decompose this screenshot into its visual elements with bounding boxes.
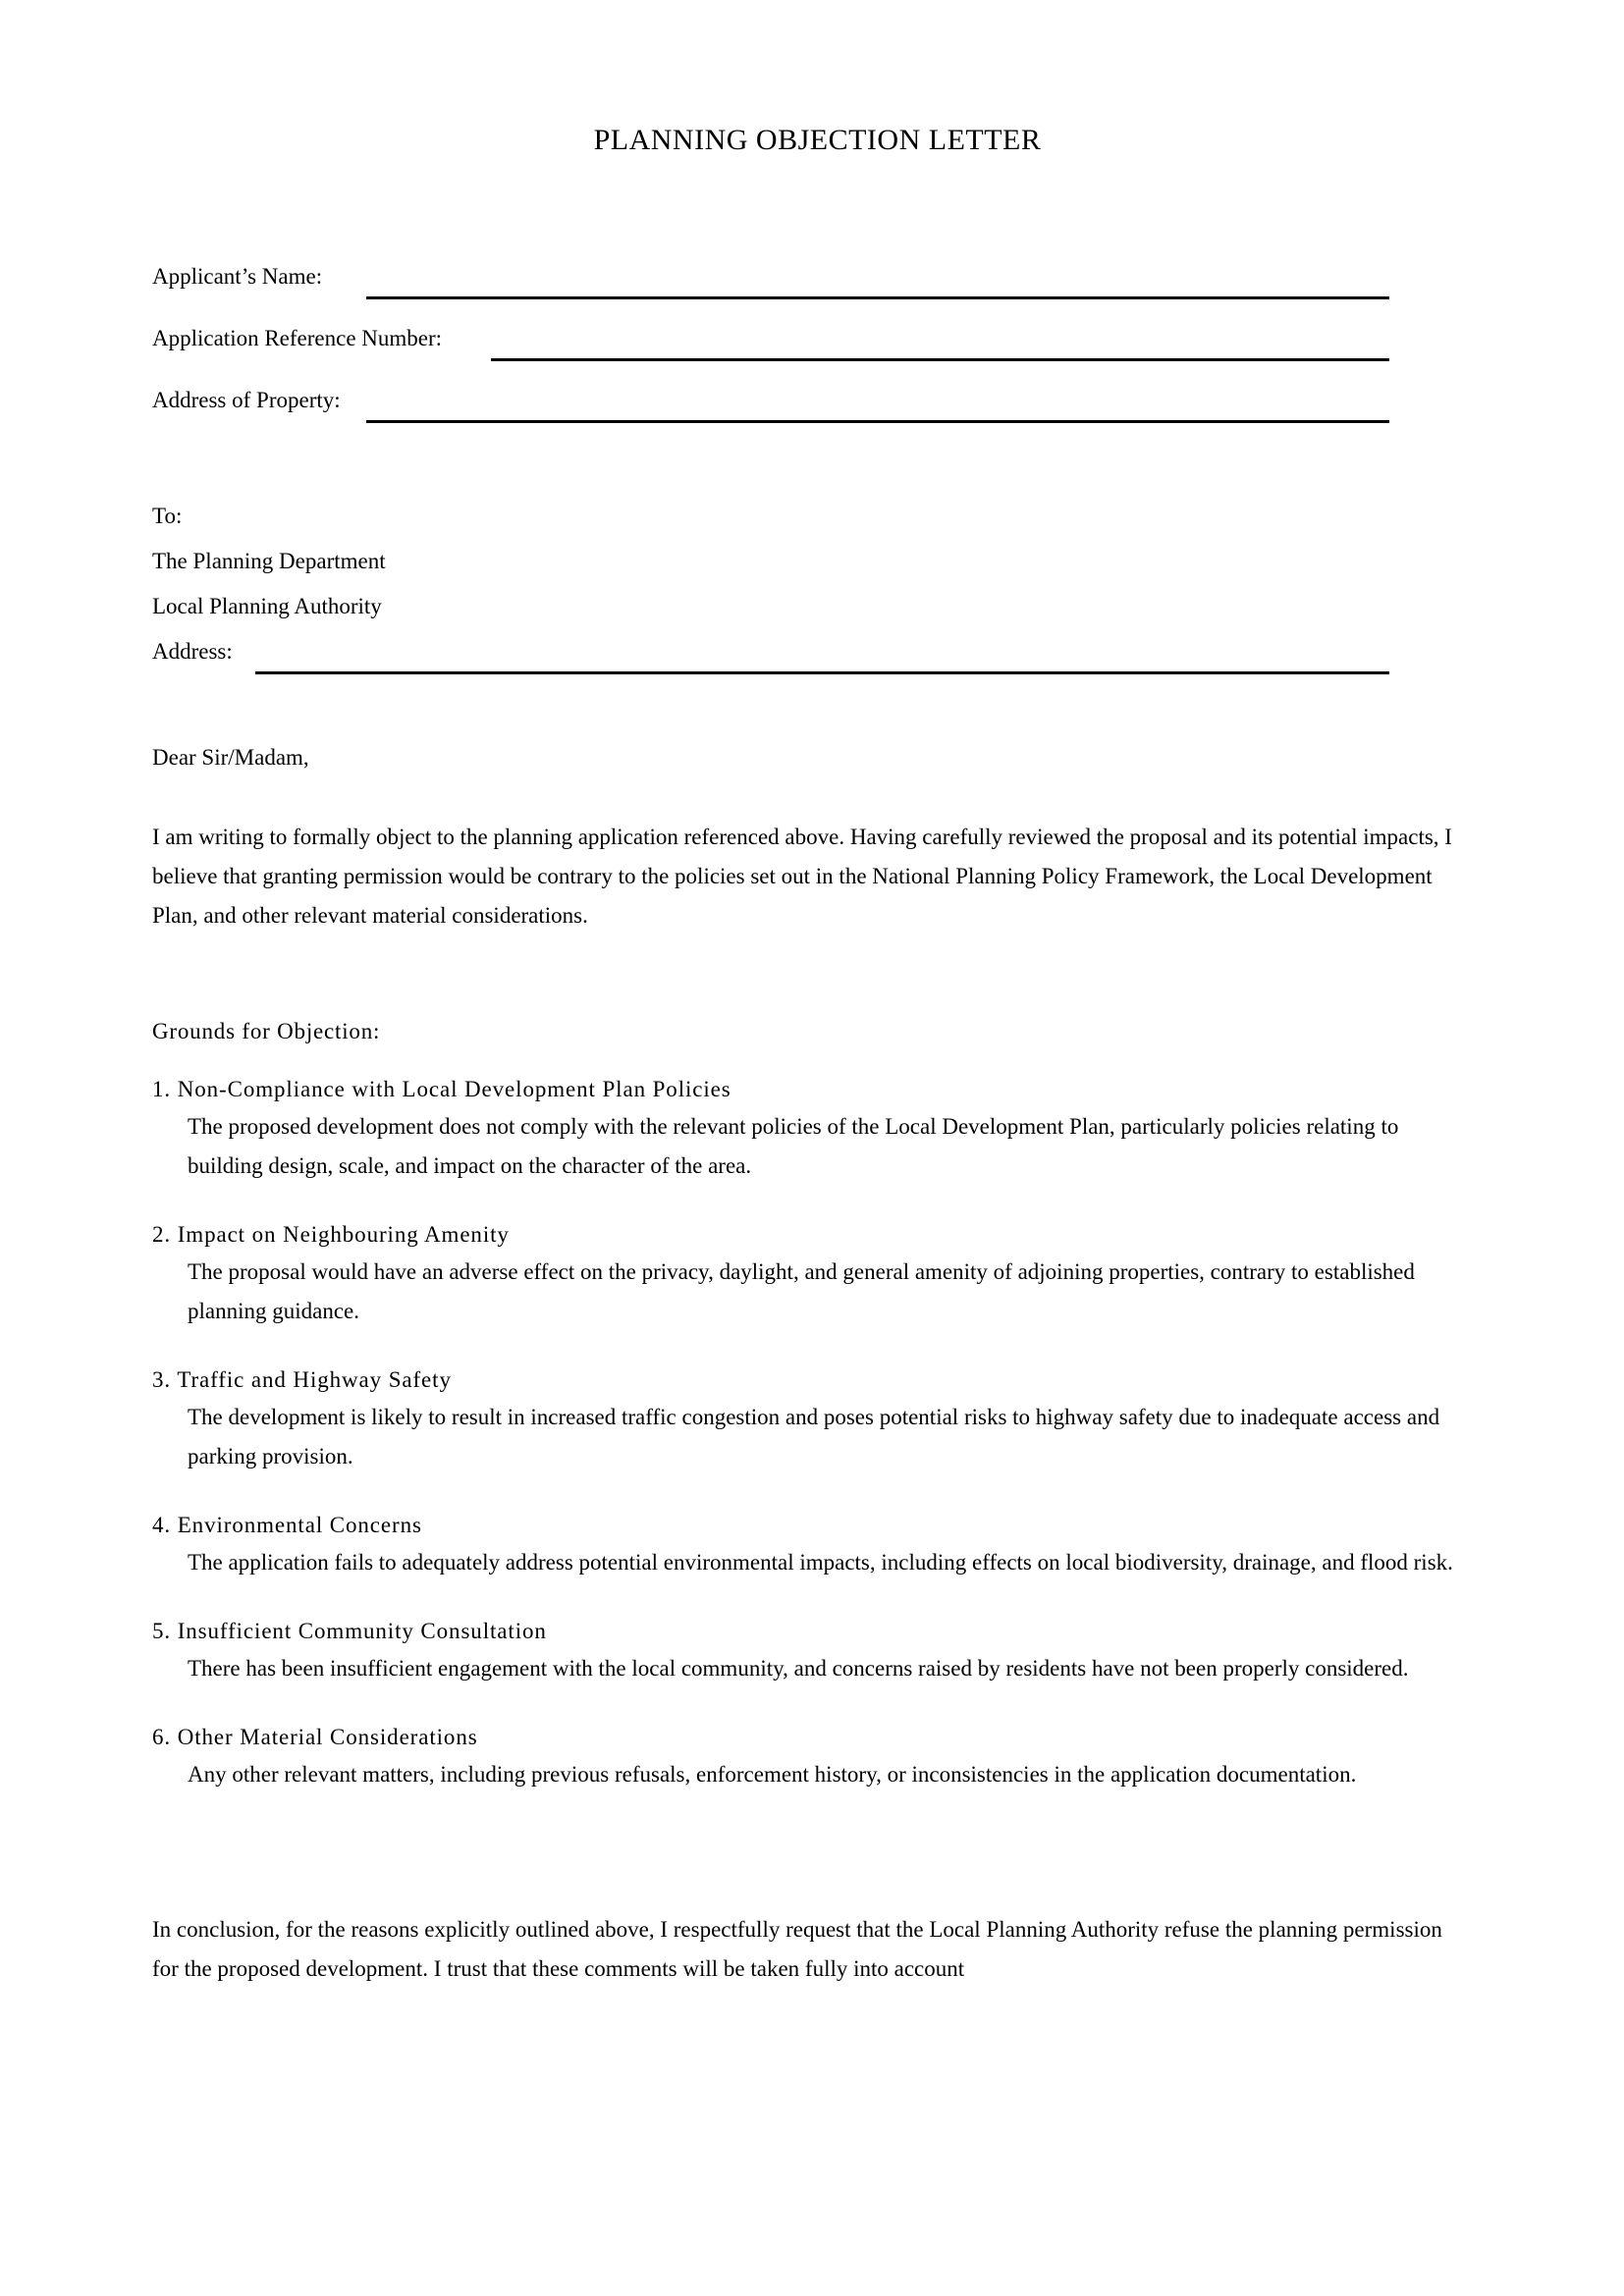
- ground-body: There has been insufficient engagement with the local community, and concerns raised by residents have not been properly considered.: [188, 1656, 1409, 1681]
- applicant-details-block: [152, 261, 1483, 447]
- ground-number: 1.: [152, 1077, 172, 1101]
- ground-number: 4.: [152, 1513, 172, 1537]
- field-input-application-reference-number[interactable]: [491, 358, 1389, 361]
- ground-body: Any other relevant matters, including previous refusals, enforcement history, or inconsistencies in the application documentation.: [188, 1762, 1357, 1787]
- ground-number: 6.: [152, 1725, 172, 1749]
- salutation: Dear Sir/Madam,: [152, 745, 309, 770]
- field-input-applicants-name[interactable]: [366, 296, 1389, 299]
- ground-item: [152, 1508, 1483, 1582]
- ground-body: The development is likely to result in increased traffic congestion and poses potential risks to highway safety due to inadequate access and parking provision.: [188, 1405, 1440, 1468]
- field-applicants-name: [152, 261, 1483, 323]
- ground-number: 2.: [152, 1222, 172, 1247]
- page-title: PLANNING OBJECTION LETTER: [593, 124, 1042, 156]
- field-label-application-reference-number: Application Reference Number:: [152, 326, 443, 350]
- recipient-line-department: The Planning Department: [152, 549, 386, 573]
- ground-title-text: Insufficient Community Consultation: [177, 1619, 547, 1643]
- ground-title: [152, 1614, 1483, 1649]
- ground-title-text: Non-Compliance with Local Development Plan Policies: [177, 1077, 731, 1101]
- ground-item: [152, 1217, 1483, 1331]
- ground-body: The application fails to adequately address potential environmental impacts, including effects on local biodiversity, drainage, and flood risk.: [188, 1550, 1453, 1575]
- grounds-heading: Grounds for Objection:: [152, 1019, 381, 1043]
- recipient-line-authority: Local Planning Authority: [152, 594, 382, 618]
- ground-body: The proposed development does not comply with the relevant policies of the Local Development Plan, particularly policies relating to building design, scale, and impact on the character of the area.: [188, 1114, 1399, 1178]
- field-label-address-of-property: Address of Property:: [152, 388, 341, 412]
- field-label-recipient-address: Address:: [152, 639, 233, 664]
- ground-title-text: Environmental Concerns: [177, 1513, 422, 1537]
- ground-title: [152, 1508, 1483, 1543]
- letter-content: [152, 0, 1483, 1989]
- field-input-recipient-address[interactable]: [255, 671, 1389, 674]
- field-application-reference-number: [152, 323, 1483, 385]
- ground-number: 3.: [152, 1367, 172, 1392]
- ground-title-text: Impact on Neighbouring Amenity: [177, 1222, 510, 1247]
- ground-item: [152, 1362, 1483, 1476]
- ground-body: The proposal would have an adverse effect on the privacy, daylight, and general amenity of adjoining properties, contrary to established planning guidance.: [188, 1259, 1415, 1323]
- intro-paragraph: I am writing to formally object to the planning application referenced above. Having carefully reviewed the proposal and its potential impacts, I believe that granting permission would be contrary to the policies set out in the National Planning Policy Framework, the Local Development Plan, and other relevant material considerations.: [152, 825, 1452, 928]
- field-recipient-address: [152, 636, 1483, 693]
- ground-title-text: Traffic and Highway Safety: [177, 1367, 452, 1392]
- closing-paragraph: In conclusion, for the reasons explicitly outlined above, I respectfully request that the Local Planning Authority refuse the planning permission for the proposed development. I trust that these comments will be taken fully into account: [152, 1917, 1442, 1981]
- ground-title-text: Other Material Considerations: [177, 1725, 478, 1749]
- ground-item: [152, 1720, 1483, 1794]
- ground-number: 5.: [152, 1619, 172, 1643]
- ground-item: [152, 1614, 1483, 1688]
- ground-item: [152, 1072, 1483, 1186]
- ground-title: [152, 1362, 1483, 1398]
- ground-title: [152, 1217, 1483, 1253]
- ground-title: [152, 1072, 1483, 1107]
- field-label-applicants-name: Applicant’s Name:: [152, 264, 323, 289]
- ground-title: [152, 1720, 1483, 1755]
- field-input-address-of-property[interactable]: [366, 420, 1389, 423]
- recipient-to-label: To:: [152, 504, 183, 528]
- grounds-list: [152, 1072, 1483, 1794]
- recipient-block: [152, 501, 1483, 693]
- field-address-of-property: [152, 385, 1483, 447]
